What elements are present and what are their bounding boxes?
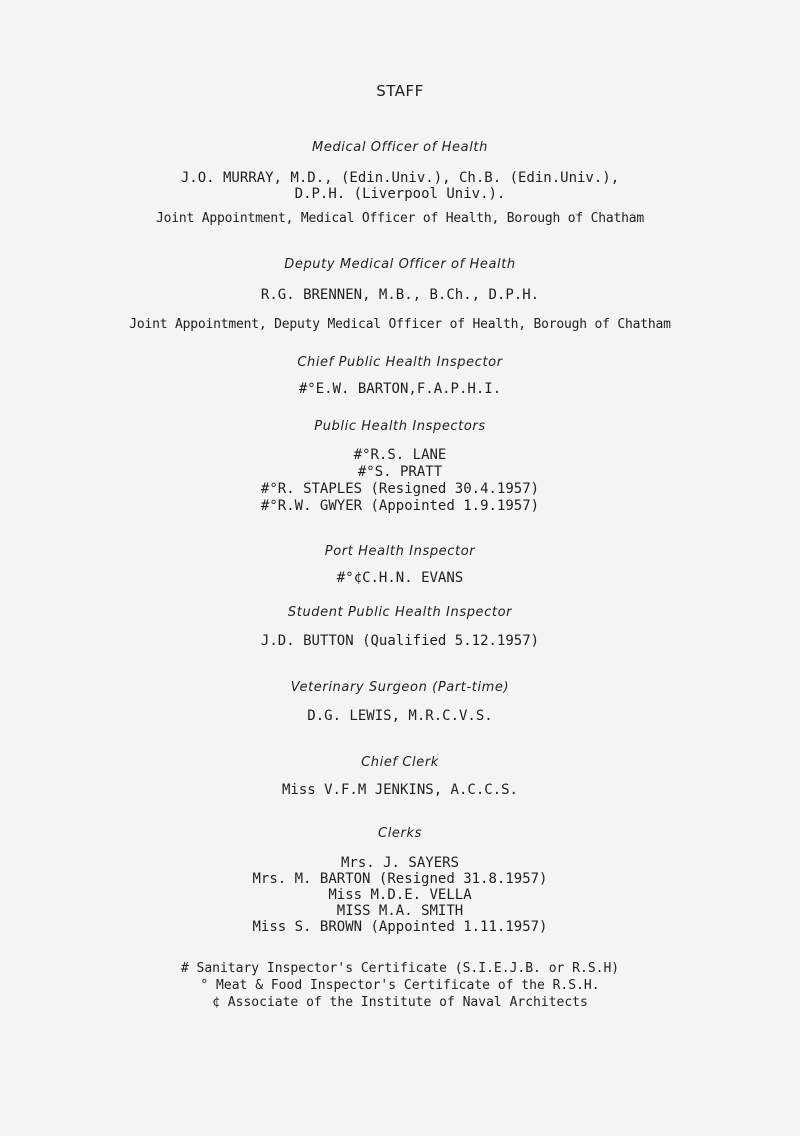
moh-appointment: Joint Appointment, Medical Officer of Health, Borough of Chatham xyxy=(155,211,645,226)
clerk-name: Miss S. BROWN (Appointed 1.11.1957) xyxy=(252,919,548,935)
phi-name: #°S. PRATT xyxy=(357,464,443,480)
moh-heading: Medical Officer of Health xyxy=(312,140,488,155)
port-name: #°¢C.H.N. EVANS xyxy=(336,570,464,586)
clerk-name: Mrs. J. SAYERS xyxy=(340,855,459,871)
phi-name: #°R.W. GWYER (Appointed 1.9.1957) xyxy=(260,498,540,514)
footnote: ° Meat & Food Inspector's Certificate of the R.S.H. xyxy=(200,978,600,993)
clerk-name: MISS M.A. SMITH xyxy=(336,903,464,919)
deputy-name: R.G. BRENNEN, M.B., B.Ch., D.P.H. xyxy=(260,287,540,303)
footnote: # Sanitary Inspector's Certificate (S.I.E.J.B. or R.S.H) xyxy=(180,961,620,976)
chief-clerk-heading: Chief Clerk xyxy=(361,755,439,770)
phi-heading: Public Health Inspectors xyxy=(314,419,486,434)
phi-name: #°R. STAPLES (Resigned 30.4.1957) xyxy=(260,481,540,497)
clerks-heading: Clerks xyxy=(378,826,422,841)
student-name: J.D. BUTTON (Qualified 5.12.1957) xyxy=(260,633,540,649)
vet-heading: Veterinary Surgeon (Part-time) xyxy=(290,680,510,695)
student-heading: Student Public Health Inspector xyxy=(287,605,513,620)
chief-phi-heading: Chief Public Health Inspector xyxy=(297,355,503,370)
vet-name: D.G. LEWIS, M.R.C.V.S. xyxy=(307,708,493,724)
clerk-name: Miss M.D.E. VELLA xyxy=(328,887,472,903)
deputy-heading: Deputy Medical Officer of Health xyxy=(284,257,516,272)
deputy-appointment: Joint Appointment, Deputy Medical Officer of Health, Borough of Chatham xyxy=(129,317,671,332)
chief-phi-name: #°E.W. BARTON,F.A.P.H.I. xyxy=(298,381,502,397)
port-heading: Port Health Inspector xyxy=(324,544,476,559)
moh-name-line1: J.O. MURRAY, M.D., (Edin.Univ.), Ch.B. (Edin.Univ.), xyxy=(180,170,620,186)
footnote: ¢ Associate of the Institute of Naval Architects xyxy=(212,995,588,1010)
page-title: STAFF xyxy=(376,82,424,100)
phi-name: #°R.S. LANE xyxy=(353,447,447,463)
clerk-name: Mrs. M. BARTON (Resigned 31.8.1957) xyxy=(252,871,548,887)
moh-name-line2: D.P.H. (Liverpool Univ.). xyxy=(294,186,506,202)
chief-clerk-name: Miss V.F.M JENKINS, A.C.C.S. xyxy=(281,782,518,798)
